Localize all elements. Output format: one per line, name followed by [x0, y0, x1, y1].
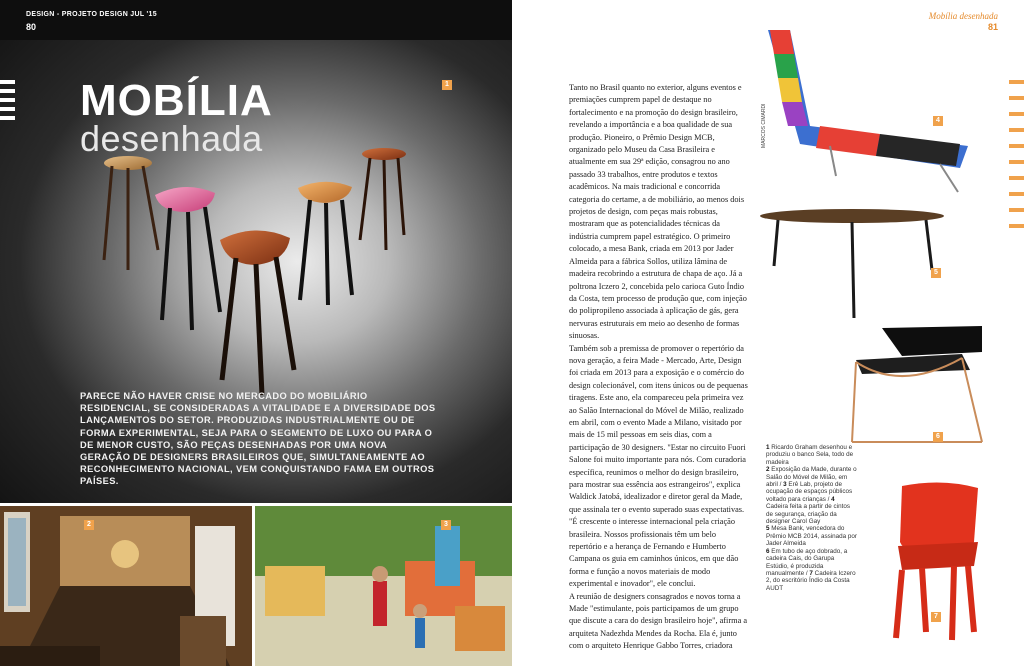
- hero-photo-stools: [0, 0, 512, 503]
- photo-number-2: 2: [84, 520, 94, 530]
- running-head-left: DESIGN - PROJETO DESIGN JUL '15: [26, 11, 157, 18]
- article-title: MOBÍLIA: [80, 76, 273, 125]
- body-paragraph-1: Tanto no Brasil quanto no exterior, alguns eventos e premiações cumprem papel de destaque no fortalecimento e na promoção do design brasileiro, revelando a importância e a boa qualidade de sua produção. Pioneiro, o Prêmio Design MCB, organizado pelo Museu da Casa Brasileira e atualmente em sua 29ª edição, consagrou no ano passado 33 trabalhos, entre produtos e textos acadêmicos. Na mais tradicional e concorrida categoria do certame, a de mobiliário, ao menos dois projetos de design, com peças mais robustas, mostraram que as potencialidades técnicas da indústria cumprem papel estratégico. O primeiro colocado, a mesa Bank, criada em 2013 por Jader Almeida para a fábrica Sollos, utiliza lâmina de madeira recobrindo a estrutura de chapa de aço. Já a poltrona Iczero 2, concebida pelo carioca Guto Índio da Costa, tem processo de produção que, com injeção do polipropileno associada à aplicação de gás, gera nervuras estruturais em meio ao desenho de formas sinuosas.: [569, 83, 747, 341]
- caption-1: 1 Ricardo Graham desenhou e produziu o banco Sela, todo de madeira: [766, 444, 854, 466]
- photo-number-5: 5: [931, 268, 941, 278]
- caption-2: 2 Exposição da Made, durante o Salão do Móvel de Milão, em abril /: [766, 466, 857, 489]
- page-number-right: 81: [987, 22, 998, 32]
- article-lead: PARECE NÃO HAVER CRISE NO MERCADO DO MOBILIÁRIO RESIDENCIAL, SE CONSIDERADAS A VITALIDADE E A DIVERSIDADE DOS LANÇAMENTOS DO SETOR. PRODUZIDAS INDUSTRIALMENTE OU DE FORMA EXPERIMENTAL, SEJA PARA O SEGMENTO DE LUXO OU PARA O DE MENOR CUSTO, SÃO PEÇAS DESENHADAS POR UMA NOVA GERAÇÃO DE DESIGNERS BRASILEIROS QUE, SIMULTANEAMENTE AO RECONHECIMENTO NACIONAL, VEM CONQUISTANDO FAMA EM OUTROS PAÍSES.: [80, 391, 436, 487]
- photo-number-1: 1: [442, 80, 452, 90]
- stool-back-right: [360, 148, 406, 250]
- caption-4: 4 Cadeira feita a partir de cintos de segurança, criação da designer Carol Gay: [766, 495, 851, 526]
- stool-front-red: [220, 230, 294, 395]
- caption-3: 3 Erê Lab, projeto de ocupação de espaços públicos voltado para crianças /: [766, 481, 853, 503]
- caption-6: 6 Em tubo de aço dobrado, a cadeira Cais, do Garupa Estúdio, é produzida manualmente /: [766, 547, 848, 577]
- decorative-stripes-left: [0, 80, 15, 125]
- photo-number-3: 3: [441, 520, 451, 530]
- photo-number-7: 7: [931, 612, 941, 622]
- photo-credit-vertical: MARCOS CIMARDI: [761, 103, 767, 148]
- photo-number-6: 6: [933, 432, 943, 442]
- body-paragraph-2: Também sob a premissa de promover o repertório da nova geração, a feira Made - Mercado, Arte, Design foi criada em 2013 para a exposição e o comércio do design colecionável, com itens únicos ou de pequenas tiragens. Este ano, ela compareceu pela primeira vez ao Salão Internacional do Móvel de Milão, realizado em abril, com o evento Made a Milano, visitado por mais de 15 mil pessoas em seis dias, com a participação de 30 designers. "Estar no circuito Fuori Salone foi muito importante para nós. Com curadoria específica, reunimos o melhor do design brasileiro, para mostrar sua essência aos estrangeiros", explica Waldick Jatobá, idealizador e diretor geral da Made, que assinala ter o evento superado suas expectativas. "É crescente o interesse internacional pela criação brasileira. Nossos profissionais têm um belo repertório e a herança de Fernando e Humberto Campana os guia em caminhos únicos, em que dão forma e função a novos materiais de modo experimental e inovador", ele conclui.: [569, 343, 748, 589]
- article-body: [569, 82, 749, 653]
- body-paragraph-3: A reunião de designers consagrados e novos torna a Made "estimulante, pois participamos de um grupo que discute a cara do design brasileiro hoje", afirma a arquiteta Nadezhda Mendes da Rocha. Ela é, junto com o arquiteto Henrique Gabbo Torres, criadora: [569, 591, 748, 651]
- caption-5: 5 Mesa Bank, vencedora do Prêmio MCB 2014, assinada por Jader Almeida: [766, 525, 858, 548]
- ere-lab-illustration: [255, 506, 512, 666]
- stool-pink: [155, 187, 220, 330]
- exhibition-illustration: [0, 506, 252, 666]
- photo-bank-table: [756, 204, 948, 322]
- caption-7: 7 Cadeira Iczero 2, do escritório Índio da Costa AUDT: [766, 569, 856, 592]
- running-head-right: Mobília desenhada: [928, 11, 998, 21]
- photo-ere-lab: [255, 506, 512, 666]
- photo-number-4: 4: [933, 116, 943, 126]
- right-page: [512, 0, 1024, 666]
- stool-tan-right: [298, 182, 352, 305]
- photo-captions: [766, 444, 858, 592]
- article-subtitle: desenhada: [80, 118, 263, 159]
- decorative-stripes-right: [1009, 80, 1024, 240]
- photo-cais-chair: [842, 322, 988, 448]
- stool-back-left: [104, 156, 158, 270]
- photo-made-exhibition: [0, 506, 252, 666]
- photo-seatbelt-chaise: [760, 26, 972, 196]
- page-number-left: 80: [26, 22, 37, 32]
